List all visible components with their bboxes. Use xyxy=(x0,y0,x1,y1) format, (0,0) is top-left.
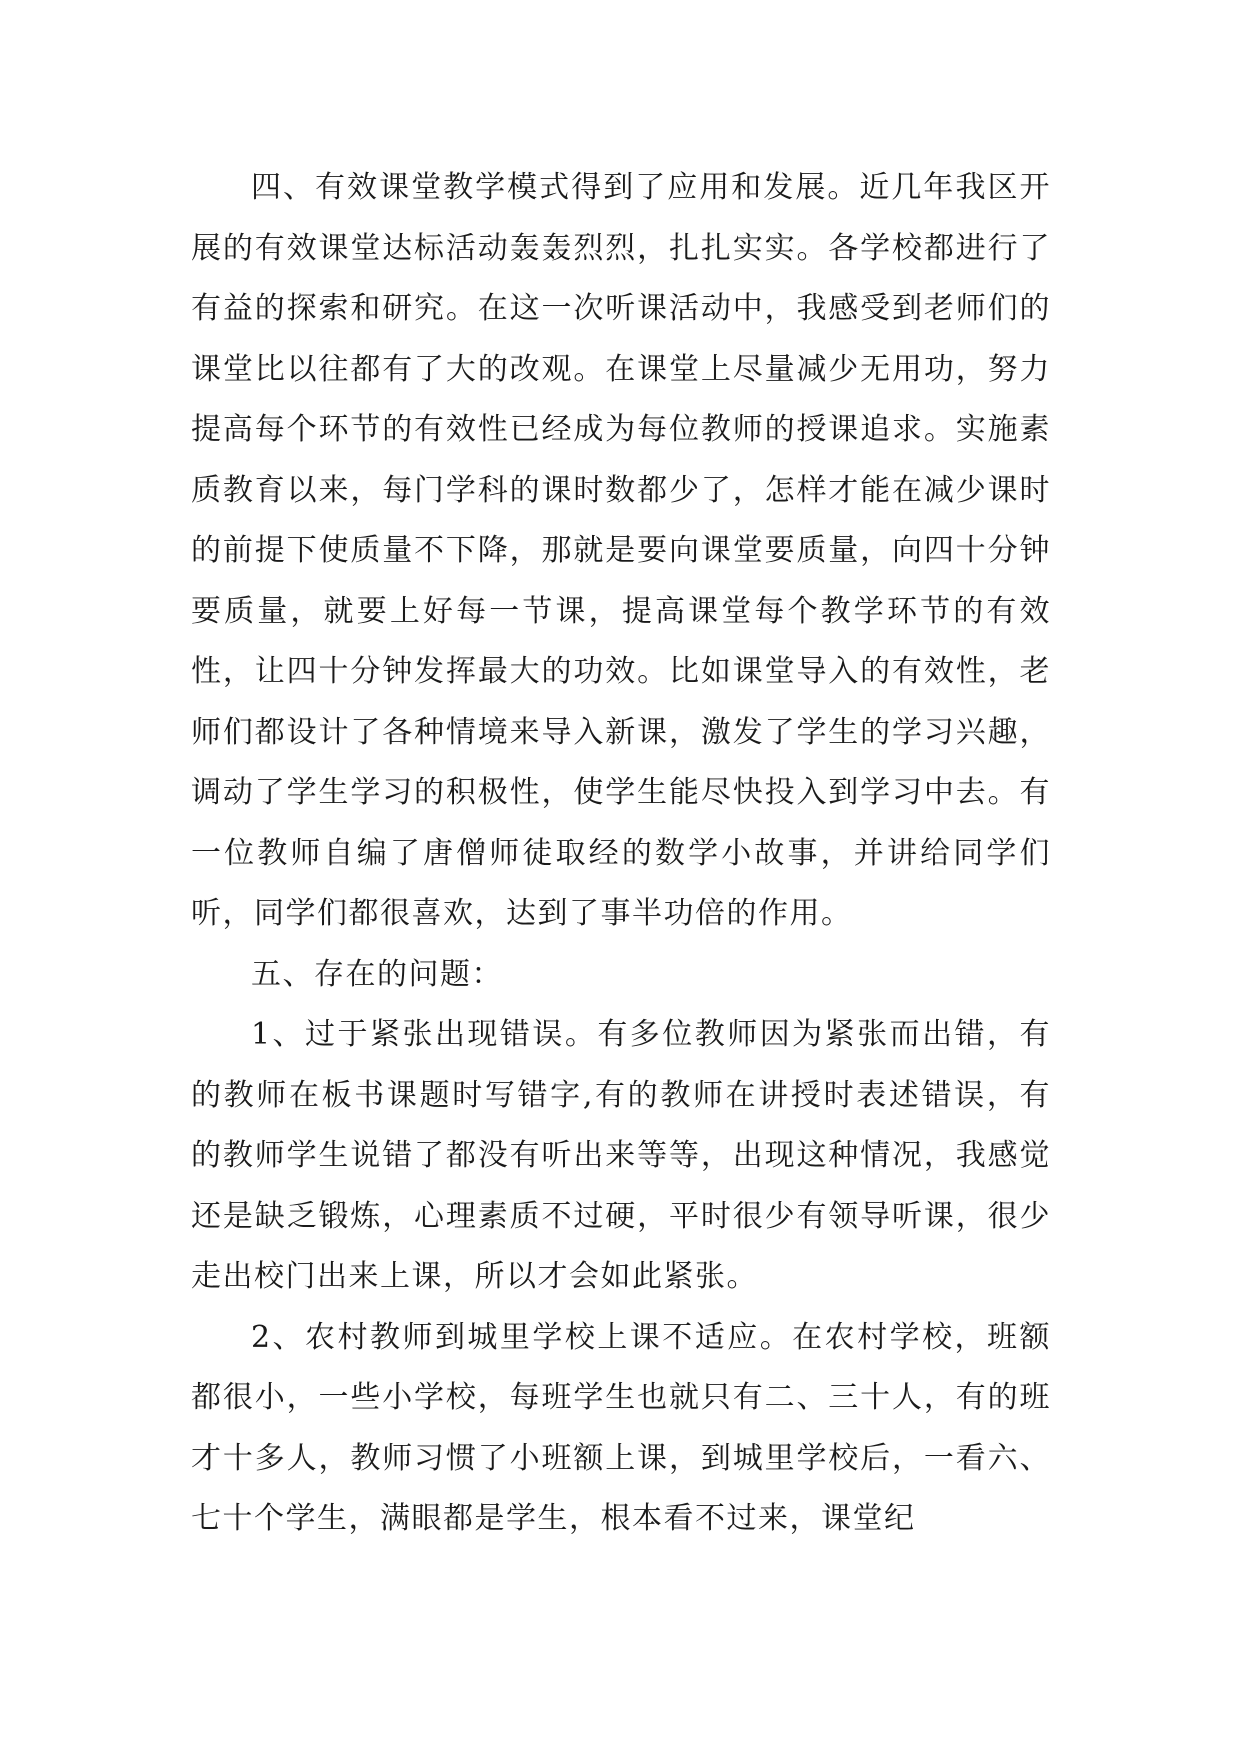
paragraph-problem-two: 2、农村教师到城里学校上课不适应。在农村学校，班额都很小，一些小学校，每班学生也就只有二、三十人，有的班才十多人，教师习惯了小班额上课，到城里学校后，一看六、七十个学生，满眼都是学生，根本看不过来，课堂纪 xyxy=(191,1319,1051,1536)
document-body xyxy=(191,158,1051,1550)
paragraph-section-four: 四、有效课堂教学模式得到了应用和发展。近几年我区开展的有效课堂达标活动轰轰烈烈，扎扎实实。各学校都进行了有益的探索和研究。在这一次听课活动中，我感受到老师们的课堂比以往都有了大的改观。在课堂上尽量减少无用功，努力提高每个环节的有效性已经成为每位教师的授课追求。实施素质教育以来，每门学科的课时数都少了，怎样才能在减少课时的前提下使质量不下降，那就是要向课堂要质量，向四十分钟要质量，就要上好每一节课，提高课堂每个教学环节的有效性，让四十分钟发挥最大的功效。比如课堂导入的有效性，老师们都设计了各种情境来导入新课，激发了学生的学习兴趣，调动了学生学习的积极性，使学生能尽快投入到学习中去。有一位教师自编了唐僧师徒取经的数学小故事，并讲给同学们听，同学们都很喜欢，达到了事半功倍的作用。 xyxy=(191,170,1051,931)
paragraph-problem-one: 1、过于紧张出现错误。有多位教师因为紧张而出错，有的教师在板书课题时写错字,有的教师在讲授时表述错误，有的教师学生说错了都没有听出来等等，出现这种情况，我感觉还是缺乏锻炼，心理素质不过硬，平时很少有领导听课，很少走出校门出来上课，所以才会如此紧张。 xyxy=(191,1017,1051,1294)
paragraph-section-five-heading: 五、存在的问题： xyxy=(251,956,503,992)
